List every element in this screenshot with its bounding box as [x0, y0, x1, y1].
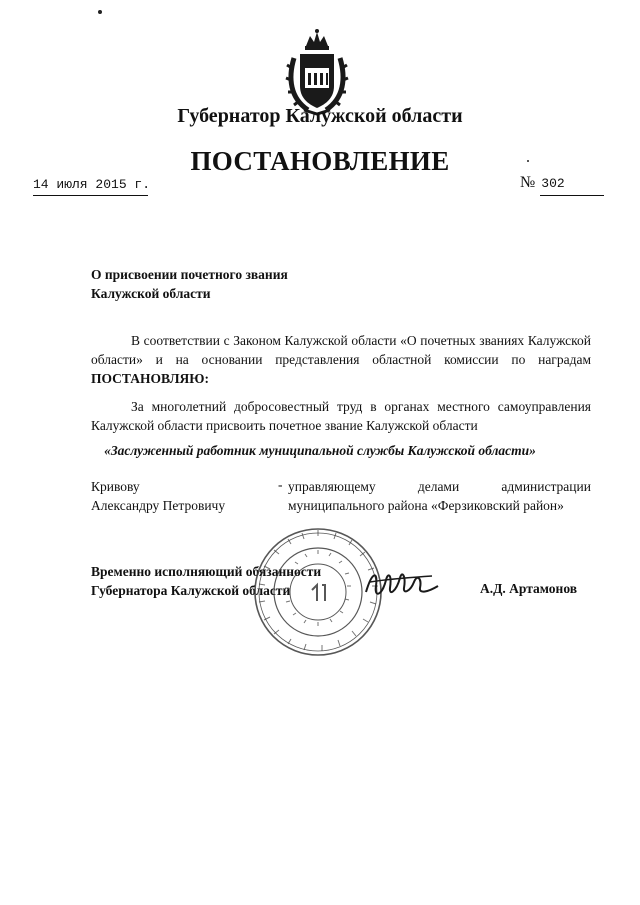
award-paragraph [91, 397, 591, 435]
recipient-position [288, 477, 591, 515]
number-value: 302 [541, 176, 565, 191]
document-number [520, 174, 565, 192]
recipient-surname: Кривову [91, 479, 140, 494]
position-word-1: управляющему [288, 479, 376, 494]
position-line-1 [288, 477, 591, 496]
recipient-name [91, 477, 225, 515]
scan-speck [98, 10, 102, 14]
document-subject [91, 265, 288, 303]
document-type-heading: ПОСТАНОВЛЕНИЕ [190, 146, 450, 176]
signatory-name: А.Д. Артамонов [480, 581, 578, 596]
preamble-text: В соответствии с Законом Калужской области «О почетных званиях Калужской области» и на основании представления областной комиссии по наградам [91, 333, 591, 367]
decree-keyword: ПОСТАНОВЛЯЮ: [91, 371, 209, 386]
number-label: № [520, 174, 536, 191]
recipient-dash: - [278, 477, 283, 492]
position-line-2: муниципального района «Ферзиковский район» [288, 498, 564, 513]
signatory-position-line-2: Губернатора Калужской области [91, 583, 291, 598]
handwritten-signature [362, 562, 442, 606]
award-paragraph-text: За многолетний добросовестный труд в органах местного самоуправления Калужской области присвоить почетное звание Калужской области [91, 399, 591, 433]
document-date: 14 июля 2015 г. [33, 177, 151, 192]
date-underline [33, 195, 148, 196]
signatory-position-line-1: Временно исполняющий обязанности [91, 564, 322, 579]
subject-line-1: О присвоении почетного звания [91, 267, 288, 282]
coat-of-arms-emblem [284, 28, 350, 116]
position-word-3: администрации [501, 479, 591, 494]
recipient-given-names: Александру Петровичу [91, 498, 226, 513]
issuer-title: Губернатор Калужской области [177, 105, 463, 127]
preamble-paragraph [91, 331, 591, 388]
number-underline [540, 195, 604, 196]
subject-line-2: Калужской области [91, 286, 211, 301]
position-word-2: делами [417, 479, 460, 494]
award-title: «Заслуженный работник муниципальной службы Калужской области» [104, 443, 536, 458]
